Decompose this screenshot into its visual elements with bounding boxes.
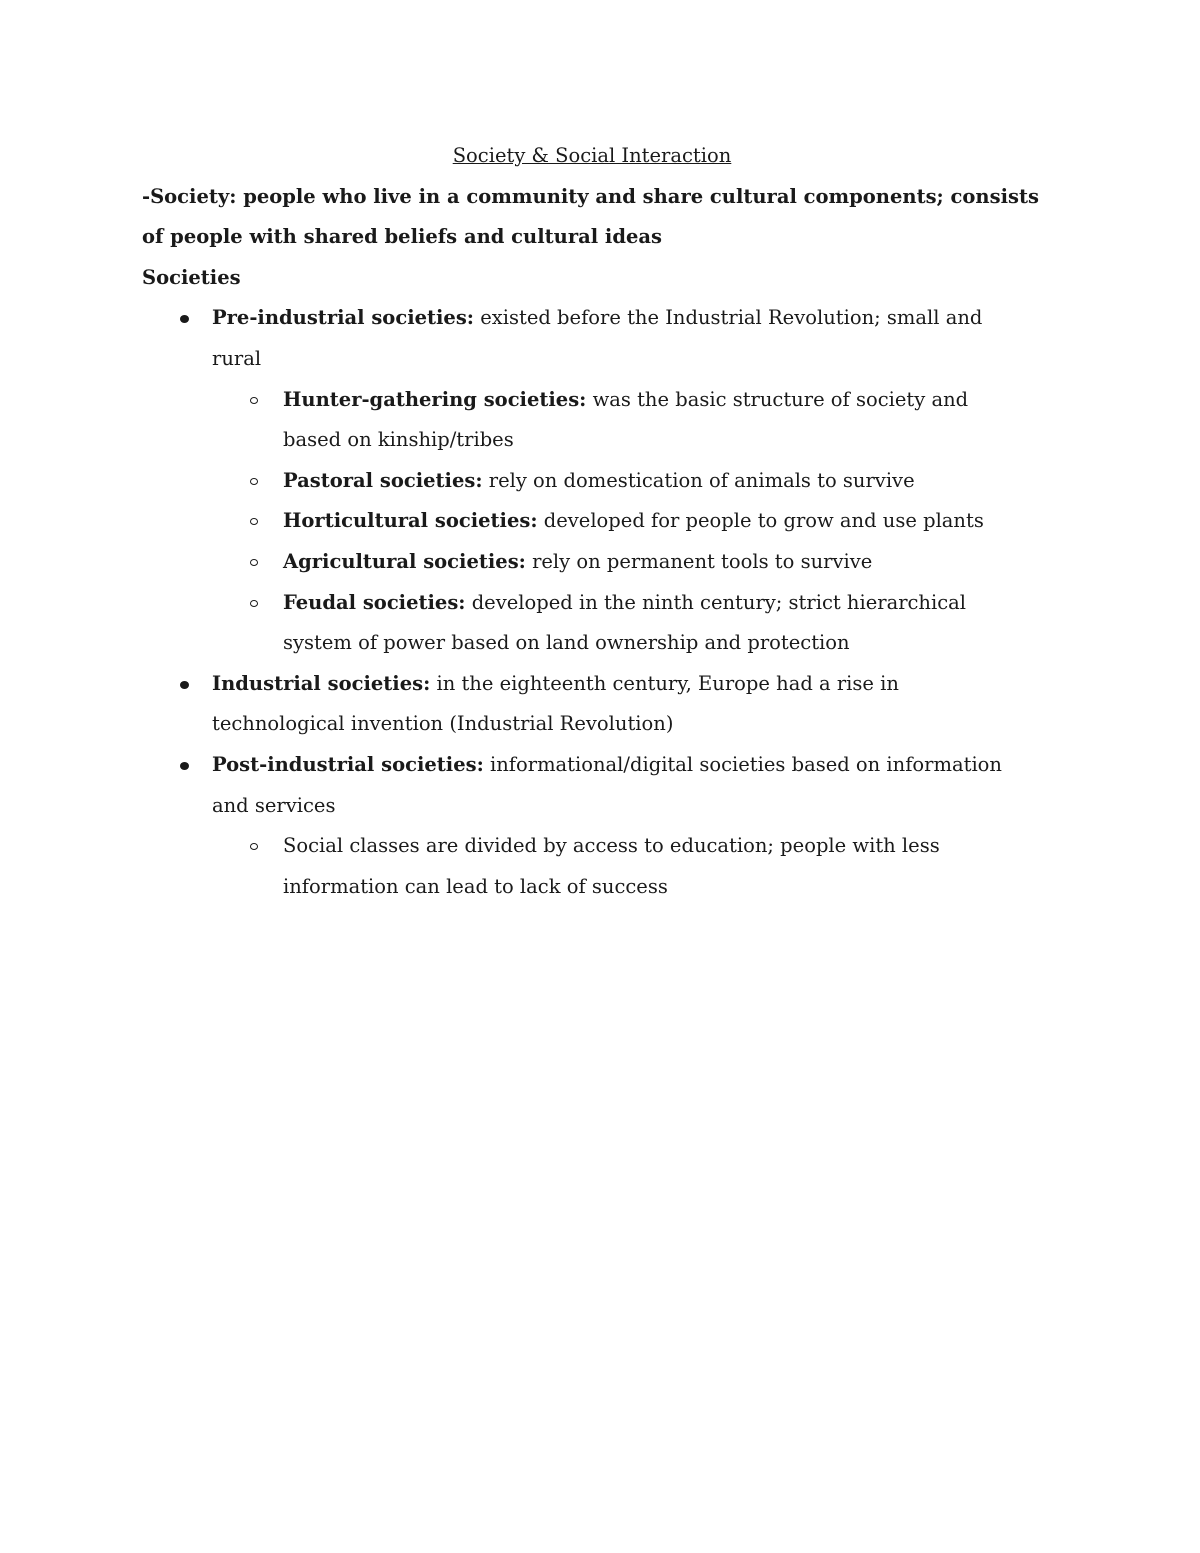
society-definition: -Society: people who live in a community and share cultural components; consists of people with shared beliefs and cultural ideas [142,184,1039,249]
societies-list [142,298,1072,907]
hollow-bullet-icon [250,559,258,566]
subitem-text: was the basic structure of society and based on kinship/tribes [283,387,969,452]
list-item-industrial [142,664,1032,745]
hollow-bullet-icon [250,843,258,850]
subitem-term: Feudal societies: [283,590,466,614]
list-item-post-industrial [142,745,1032,826]
item-text: in the eighteenth century, Europe had a rise in technological invention (Industrial Revolution) [212,671,899,736]
list-item-pastoral [142,461,1023,502]
subitem-text: rely on domestication of animals to survive [482,468,915,492]
item-text: existed before the Industrial Revolution; small and rural [212,306,983,370]
list-item-hunter-gathering [142,380,1023,461]
section-heading: Societies [142,265,241,289]
subitem-term: Horticultural societies: [283,509,538,533]
subitem-term: Hunter-gathering societies: [283,387,587,411]
subitem-text: developed in the ninth century; strict hierarchical system of power based on land ownership and protection [283,590,967,655]
subitem-text: Social classes are divided by access to education; people with less information can lead to lack of success [283,834,940,898]
filled-bullet-icon [180,762,189,770]
list-item-social-classes [142,826,1023,907]
item-term: Pre-industrial societies: [212,306,475,330]
list-item-agricultural [142,542,1023,583]
hollow-bullet-icon [250,397,258,404]
subitem-term: Agricultural societies: [283,549,526,573]
hollow-bullet-icon [250,518,258,525]
hollow-bullet-icon [250,478,258,485]
list-item-feudal [142,583,1023,664]
subitem-text: rely on permanent tools to survive [525,549,873,573]
document-title: Society & Social Interaction [452,144,732,167]
subitem-term: Pastoral societies: [283,468,483,492]
filled-bullet-icon [180,681,189,689]
document-body [142,136,1072,907]
item-term: Post-industrial societies: [212,752,484,776]
list-item-pre-industrial [142,298,1032,379]
list-item-horticultural [142,501,1023,542]
item-term: Industrial societies: [212,671,431,695]
filled-bullet-icon [180,315,189,323]
item-text: informational/digital societies based on information and services [212,752,1002,817]
subitem-text: developed for people to grow and use plants [537,509,984,533]
hollow-bullet-icon [250,600,258,607]
